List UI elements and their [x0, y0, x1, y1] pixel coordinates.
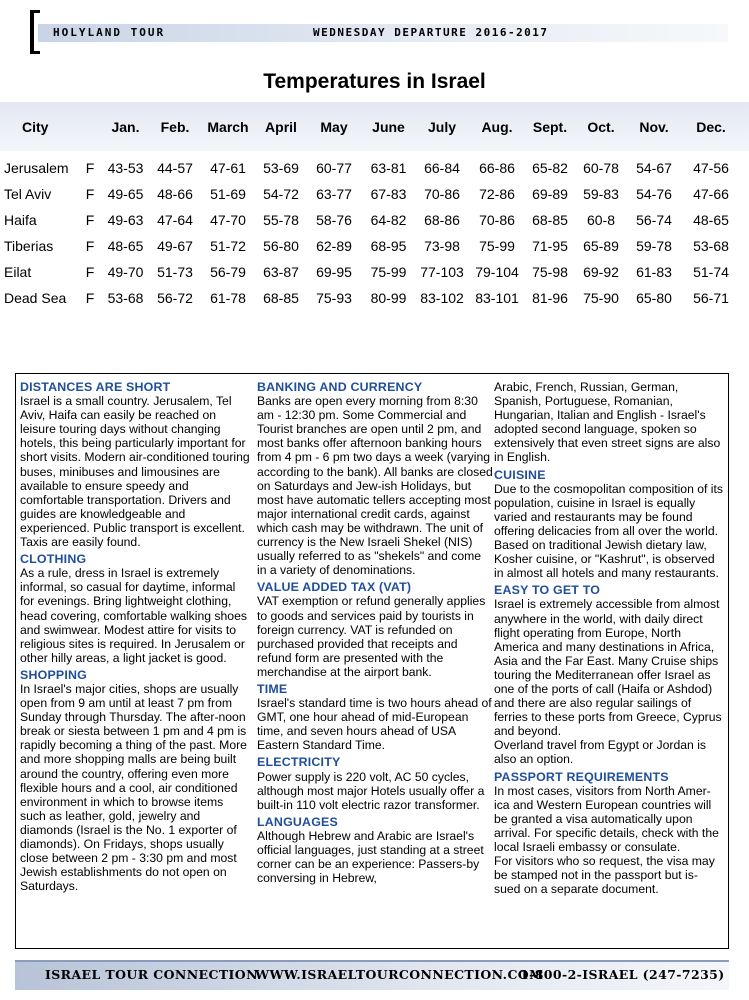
temperature-cell: 55-78 — [263, 212, 299, 228]
table-row — [0, 207, 740, 233]
section-text-banking: Banks are open every morning from 8:30 am - 12:30 pm. Some Commercial and Tourist branches are open until 2 pm, and most banks offer afternoon banking hours from 4 pm - 6 pm two days a week (varying according to the bank). All banks are closed on Saturdays and Jew-ish Holidays, but most have automatic tellers accepting most major international credit cards, against which cash may be withdrawn. The unit of currency is the New Israeli Shekel (NIS) usually referred to as "shekels" and come in a variety of denominations. — [257, 394, 493, 578]
temperature-cell: 68-85 — [263, 290, 299, 306]
temperature-cell: 65-89 — [583, 238, 619, 254]
section-text-easy: Israel is extremely accessible from almost anywhere in the world, with daily direct flight operating from Europe, North America and many destinations in Africa, Asia and the Far East. Many Cruise ships touring the Mediterranean offer Israel as one of the ports of call (Haifa or Ashdod) and there are also regular sailings of ferries to these ports from Greece, Cyprus and beyond. — [494, 597, 722, 739]
temperature-table — [0, 102, 740, 311]
temperature-cell: 43-53 — [107, 160, 144, 176]
temperature-cell: 49-65 — [107, 186, 144, 202]
temperature-cell: 65-80 — [636, 290, 672, 306]
column-header: Aug. — [481, 118, 513, 135]
column-header: June — [372, 118, 405, 135]
footer-company: ISRAEL TOUR CONNECTION — [45, 967, 258, 982]
section-text-vat: VAT exemption or refund generally applies to goods and services paid by tourists in foreign currency. VAT is refunded on purchased provided that receipts and refund form are presented with the merchandise at the airport bank. — [257, 594, 486, 679]
section-heading-time: TIME — [257, 681, 288, 696]
temperature-cell: 77-103 — [420, 264, 464, 280]
temperature-cell: 71-95 — [532, 238, 568, 254]
temperature-cell: 54-76 — [636, 186, 672, 202]
temperature-cell: 69-89 — [532, 186, 568, 202]
temperature-cell: 47-64 — [157, 212, 193, 228]
temperature-cell: 80-99 — [370, 290, 407, 306]
temperature-cell: 49-63 — [107, 212, 144, 228]
footer-website[interactable]: WWW.ISRAELTOURCONNECTION.COM — [255, 967, 544, 982]
temperature-cell: 62-89 — [316, 238, 352, 254]
temperature-cell: 61-83 — [636, 264, 672, 280]
temperature-cell: 56-79 — [210, 264, 246, 280]
section-text-languages-continued: Arabic, French, Russian, German, Spanish, Portuguese, Romanian, Hungarian, Italian and English - Israel's adopted second language, spoken so extensively that even street signs are also in English. — [494, 380, 721, 465]
column-header: Dec. — [696, 118, 726, 135]
section-text-distances: Israel is a small country. Jerusalem, Tel Aviv, Haifa can easily be reached on leisure touring days without changing hotels, this being particularly important for short visits. Modern air-conditioned touring buses, minibuses and limousines are available to ensure speedy and comfortable transportation. Drivers and guides are knowledgeable and experienced. Public transport is excellent. Taxis are easily found. — [20, 394, 250, 550]
temperature-cell: 53-68 — [107, 290, 144, 306]
city-cell: Dead Sea — [4, 290, 67, 306]
travel-info-box — [15, 373, 729, 949]
temperature-cell: 73-98 — [424, 238, 460, 254]
column-header: April — [265, 118, 297, 135]
section-heading-easy: EASY TO GET TO — [494, 583, 601, 598]
temperature-cell: 79-104 — [475, 264, 519, 280]
section-text-clothing: As a rule, dress in Israel is extremely informal, so casual for daytime, informal for evenings. Bring lightweight clothing, head covering, comfortable walking shoes and swimwear. Modest attire for visits to religious sites is required. In Jerusalem or other hilly areas, a light jacket is good. — [20, 566, 247, 665]
temperature-cell: 47-66 — [693, 186, 729, 202]
city-cell: Eilat — [4, 264, 32, 280]
temperature-cell: 60-77 — [316, 160, 352, 176]
table-row — [0, 285, 740, 311]
temperature-cell: 68-85 — [532, 212, 568, 228]
unit-cell: F — [85, 160, 95, 176]
column-header: Feb. — [160, 118, 190, 135]
temperature-cell: 75-98 — [532, 264, 568, 280]
section-heading-shopping: SHOPPING — [20, 667, 88, 682]
temperature-cell: 44-57 — [157, 160, 193, 176]
section-heading-electricity: ELECTRICITY — [257, 755, 341, 770]
temperature-cell: 56-72 — [157, 290, 193, 306]
section-text-time: Israel's standard time is two hours ahead of GMT, one hour ahead of mid-European time, and seven hours ahead of USA Eastern Standard Time. — [257, 696, 492, 753]
unit-cell: F — [85, 186, 95, 202]
temperature-cell: 47-61 — [210, 160, 246, 176]
temperature-cell: 58-76 — [316, 212, 352, 228]
temperature-cell: 47-70 — [210, 212, 246, 228]
column-header: Sept. — [532, 118, 568, 135]
temperature-cell: 61-78 — [210, 290, 246, 306]
temperature-cell: 75-93 — [316, 290, 352, 306]
temperature-cell: 48-65 — [107, 238, 144, 254]
temperature-cell: 66-86 — [479, 160, 515, 176]
section-heading-distances: DISTANCES ARE SHORT — [20, 380, 171, 394]
temperature-cell: 64-82 — [370, 212, 407, 228]
city-cell: Haifa — [4, 212, 37, 228]
table-row — [0, 181, 740, 207]
temperature-cell: 68-95 — [370, 238, 407, 254]
temperature-cell: 53-69 — [263, 160, 299, 176]
table-row — [0, 155, 740, 181]
section-heading-passport: PASSPORT REQUIREMENTS — [494, 769, 669, 784]
temperature-cell: 48-65 — [693, 212, 729, 228]
temperature-cell: 54-67 — [636, 160, 672, 176]
temperature-cell: 51-69 — [210, 186, 246, 202]
city-cell: Tel Aviv — [4, 186, 52, 202]
temperature-cell: 59-78 — [636, 238, 672, 254]
unit-cell: F — [85, 212, 95, 228]
column-header — [80, 102, 100, 151]
column-header: March — [207, 118, 249, 135]
temperature-cell: 49-70 — [107, 264, 144, 280]
temperature-cell: 56-74 — [636, 212, 672, 228]
temperature-cell: 75-99 — [479, 238, 515, 254]
temperature-cell: 81-96 — [532, 290, 568, 306]
footer-phone[interactable]: 1-800-2-ISRAEL (247-7235) — [520, 967, 725, 982]
page-footer — [15, 960, 729, 990]
temperature-cell: 56-71 — [693, 290, 729, 306]
section-text-electricity: Power supply is 220 volt, AC 50 cycles, although most major Hotels usually offer a built-in 110 volt electric razor transformer. — [257, 769, 485, 812]
section-heading-languages: LANGUAGES — [257, 814, 338, 829]
temperature-cell: 65-82 — [532, 160, 568, 176]
header-tour-name: HOLYLAND TOUR — [53, 26, 166, 39]
temperature-cell: 60-78 — [583, 160, 619, 176]
section-heading-banking: BANKING AND CURRENCY — [257, 380, 423, 394]
temperature-cell: 51-74 — [693, 264, 729, 280]
table-row — [0, 233, 740, 259]
temperature-cell: 69-95 — [316, 264, 352, 280]
temperature-cell: 51-72 — [210, 238, 246, 254]
unit-cell: F — [85, 264, 95, 280]
temperature-cell: 70-86 — [479, 212, 515, 228]
unit-cell: F — [85, 238, 95, 254]
temperature-cell: 63-81 — [370, 160, 407, 176]
temperature-cell: 69-92 — [583, 264, 619, 280]
page-title: Temperatures in Israel — [263, 70, 486, 93]
temperature-cell: 63-87 — [263, 264, 299, 280]
temperature-cell: 66-84 — [424, 160, 460, 176]
table-row — [0, 259, 740, 285]
temperature-cell: 60-8 — [586, 212, 616, 228]
page-header — [0, 10, 749, 58]
column-header: Oct. — [587, 118, 615, 135]
temperature-cell: 83-101 — [475, 290, 519, 306]
temperature-cell: 48-66 — [157, 186, 193, 202]
section-text-passport: In most cases, visitors from North Amer-ica and Western European countries will be granted a visa automatically upon arrival. For specific details, check with the local Israeli embassy or consulate. — [494, 783, 719, 854]
temperature-cell: 83-102 — [420, 290, 464, 306]
city-cell: Jerusalem — [4, 160, 69, 176]
header-bracket — [30, 10, 40, 54]
header-departure: WEDNESDAY DEPARTURE 2016-2017 — [313, 26, 549, 39]
section-text-shopping: In Israel's major cities, shops are usually open from 9 am until at least 7 pm from Sunday through Thursday. The after-noon break or siesta between 1 pm and 4 pm is rapidly becoming a thing of the past. More and more shopping malls are being built around the country, offering even more flexible hours and a cool, air conditioned environment in which to browse items such as leather, gold, jewelry and diamonds (Israel is the No. 1 exporter of diamonds). On Fridays, shops usually close between 2 pm - 3:30 pm and most Jewish establishments do not open on Saturdays. — [20, 681, 247, 894]
temperature-cell: 70-86 — [424, 186, 460, 202]
temperature-cell: 53-68 — [693, 238, 729, 254]
section-heading-vat: VALUE ADDED TAX (VAT) — [257, 580, 412, 595]
temperature-cell: 67-83 — [370, 186, 407, 202]
temperature-cell: 75-99 — [370, 264, 407, 280]
temperature-cell: 47-56 — [693, 160, 729, 176]
temperature-cell: 49-67 — [157, 238, 193, 254]
column-header: Jan. — [111, 118, 140, 135]
info-column-2 — [257, 380, 493, 885]
section-heading-cuisine: CUISINE — [494, 467, 546, 482]
column-header: July — [427, 118, 456, 135]
table-header-row — [0, 102, 740, 151]
temperature-cell: 56-80 — [263, 238, 299, 254]
temperature-cell: 51-73 — [157, 264, 193, 280]
city-cell: Tiberias — [4, 238, 54, 254]
column-header: May — [320, 118, 348, 135]
temperature-cell: 72-86 — [479, 186, 515, 202]
column-header: Nov. — [639, 118, 669, 135]
temperature-cell: 75-90 — [583, 290, 619, 306]
temperature-cell: 59-83 — [583, 186, 619, 202]
info-column-1 — [20, 380, 252, 893]
section-text-easy-overland: Overland travel from Egypt or Jordan is also an option. — [494, 738, 707, 767]
temperature-cell: 68-86 — [424, 212, 460, 228]
column-header: City — [22, 118, 49, 135]
temperature-cell: 54-72 — [263, 186, 299, 202]
section-text-languages: Although Hebrew and Arabic are Israel's official languages, just standing at a street corner can be an experience: Passers-by conversing in Hebrew, — [257, 828, 484, 886]
section-heading-clothing: CLOTHING — [20, 552, 87, 567]
unit-cell: F — [85, 290, 95, 306]
section-text-passport-visa: For visitors who so request, the visa may be stamped not in the passport but is-sued on a separate document. — [494, 854, 715, 897]
info-column-3 — [494, 380, 724, 896]
temperature-cell: 63-77 — [316, 186, 352, 202]
section-text-cuisine: Due to the cosmopolitan composition of its population, cuisine in Israel is equally varied and restaurants may be found offering delicacies from all over the world. Based on traditional Jewish dietary law, Kosher cuisine, or "Kashrut", is observed in almost all hotels and many restaurants. — [494, 481, 723, 581]
